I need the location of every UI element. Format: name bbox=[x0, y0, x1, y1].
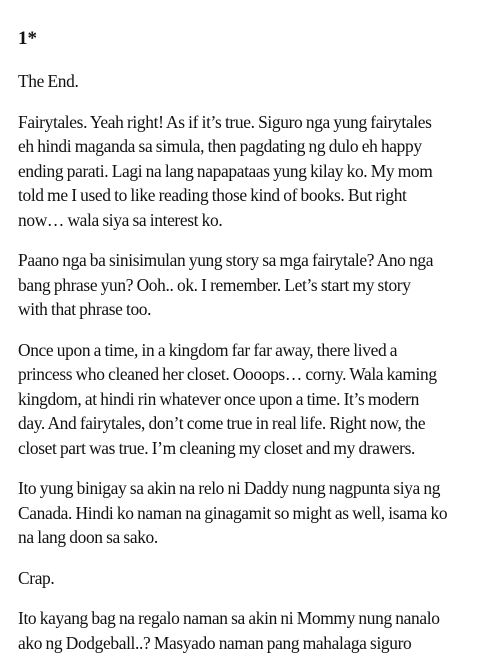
text-line: closet part was true. I’m cleaning my closet and my drawers. bbox=[18, 437, 416, 458]
document-page bbox=[18, 27, 470, 671]
text-line: Once upon a time, in a kingdom far far away, there lived a bbox=[18, 339, 398, 360]
paragraph bbox=[18, 338, 470, 461]
text-line: Paano nga ba sinisimulan yung story sa mga fairytale? Ano nga bbox=[18, 250, 434, 270]
text-line: Crap. bbox=[18, 567, 55, 588]
paragraph bbox=[18, 566, 470, 591]
text-line: princess who cleaned her closet. Oooops… corny. Wala kaming bbox=[18, 364, 437, 384]
text-line: na lang doon sa sako. bbox=[18, 527, 158, 547]
text-line: Ito yung binigay sa akin na relo ni Daddy nung nagpunta siya ng bbox=[18, 478, 441, 498]
text-line: The End. bbox=[18, 71, 79, 91]
text-line: Ito kayang bag na regalo naman sa akin ni Mommy nung nanalo bbox=[18, 608, 440, 628]
text-line: kingdom, at hindi rin whatever once upon a time. It’s modern bbox=[18, 388, 419, 409]
text-line: day. And fairytales, don’t come true in real life. Right now, the bbox=[18, 413, 426, 433]
text-line: told me I used to like reading those kind of books. But right bbox=[18, 185, 407, 205]
paragraph bbox=[18, 476, 470, 550]
chapter-heading: 1* bbox=[18, 28, 37, 49]
paragraph bbox=[18, 248, 470, 322]
text-line: ending parati. Lagi na lang napapataas yung kilay ko. My mom bbox=[18, 160, 433, 181]
paragraph bbox=[18, 69, 470, 94]
text-line: bang phrase yun? Ooh.. ok. I remember. Let’s start my story bbox=[18, 274, 411, 295]
text-line: ako ng Dodgeball..? Masyado naman pang mahalaga siguro bbox=[18, 632, 412, 653]
paragraph bbox=[18, 606, 470, 655]
text-line: now… wala siya sa interest ko. bbox=[18, 209, 223, 230]
text-line: Fairytales. Yeah right! As if it’s true. Siguro nga yung fairytales bbox=[18, 111, 432, 132]
paragraph bbox=[18, 110, 470, 233]
text-line: Canada. Hindi ko naman na ginagamit so might as well, isama ko bbox=[18, 502, 448, 523]
text-line: with that phrase too. bbox=[18, 299, 152, 319]
text-line: eh hindi maganda sa simula, then pagdating ng dulo eh happy bbox=[18, 136, 422, 156]
